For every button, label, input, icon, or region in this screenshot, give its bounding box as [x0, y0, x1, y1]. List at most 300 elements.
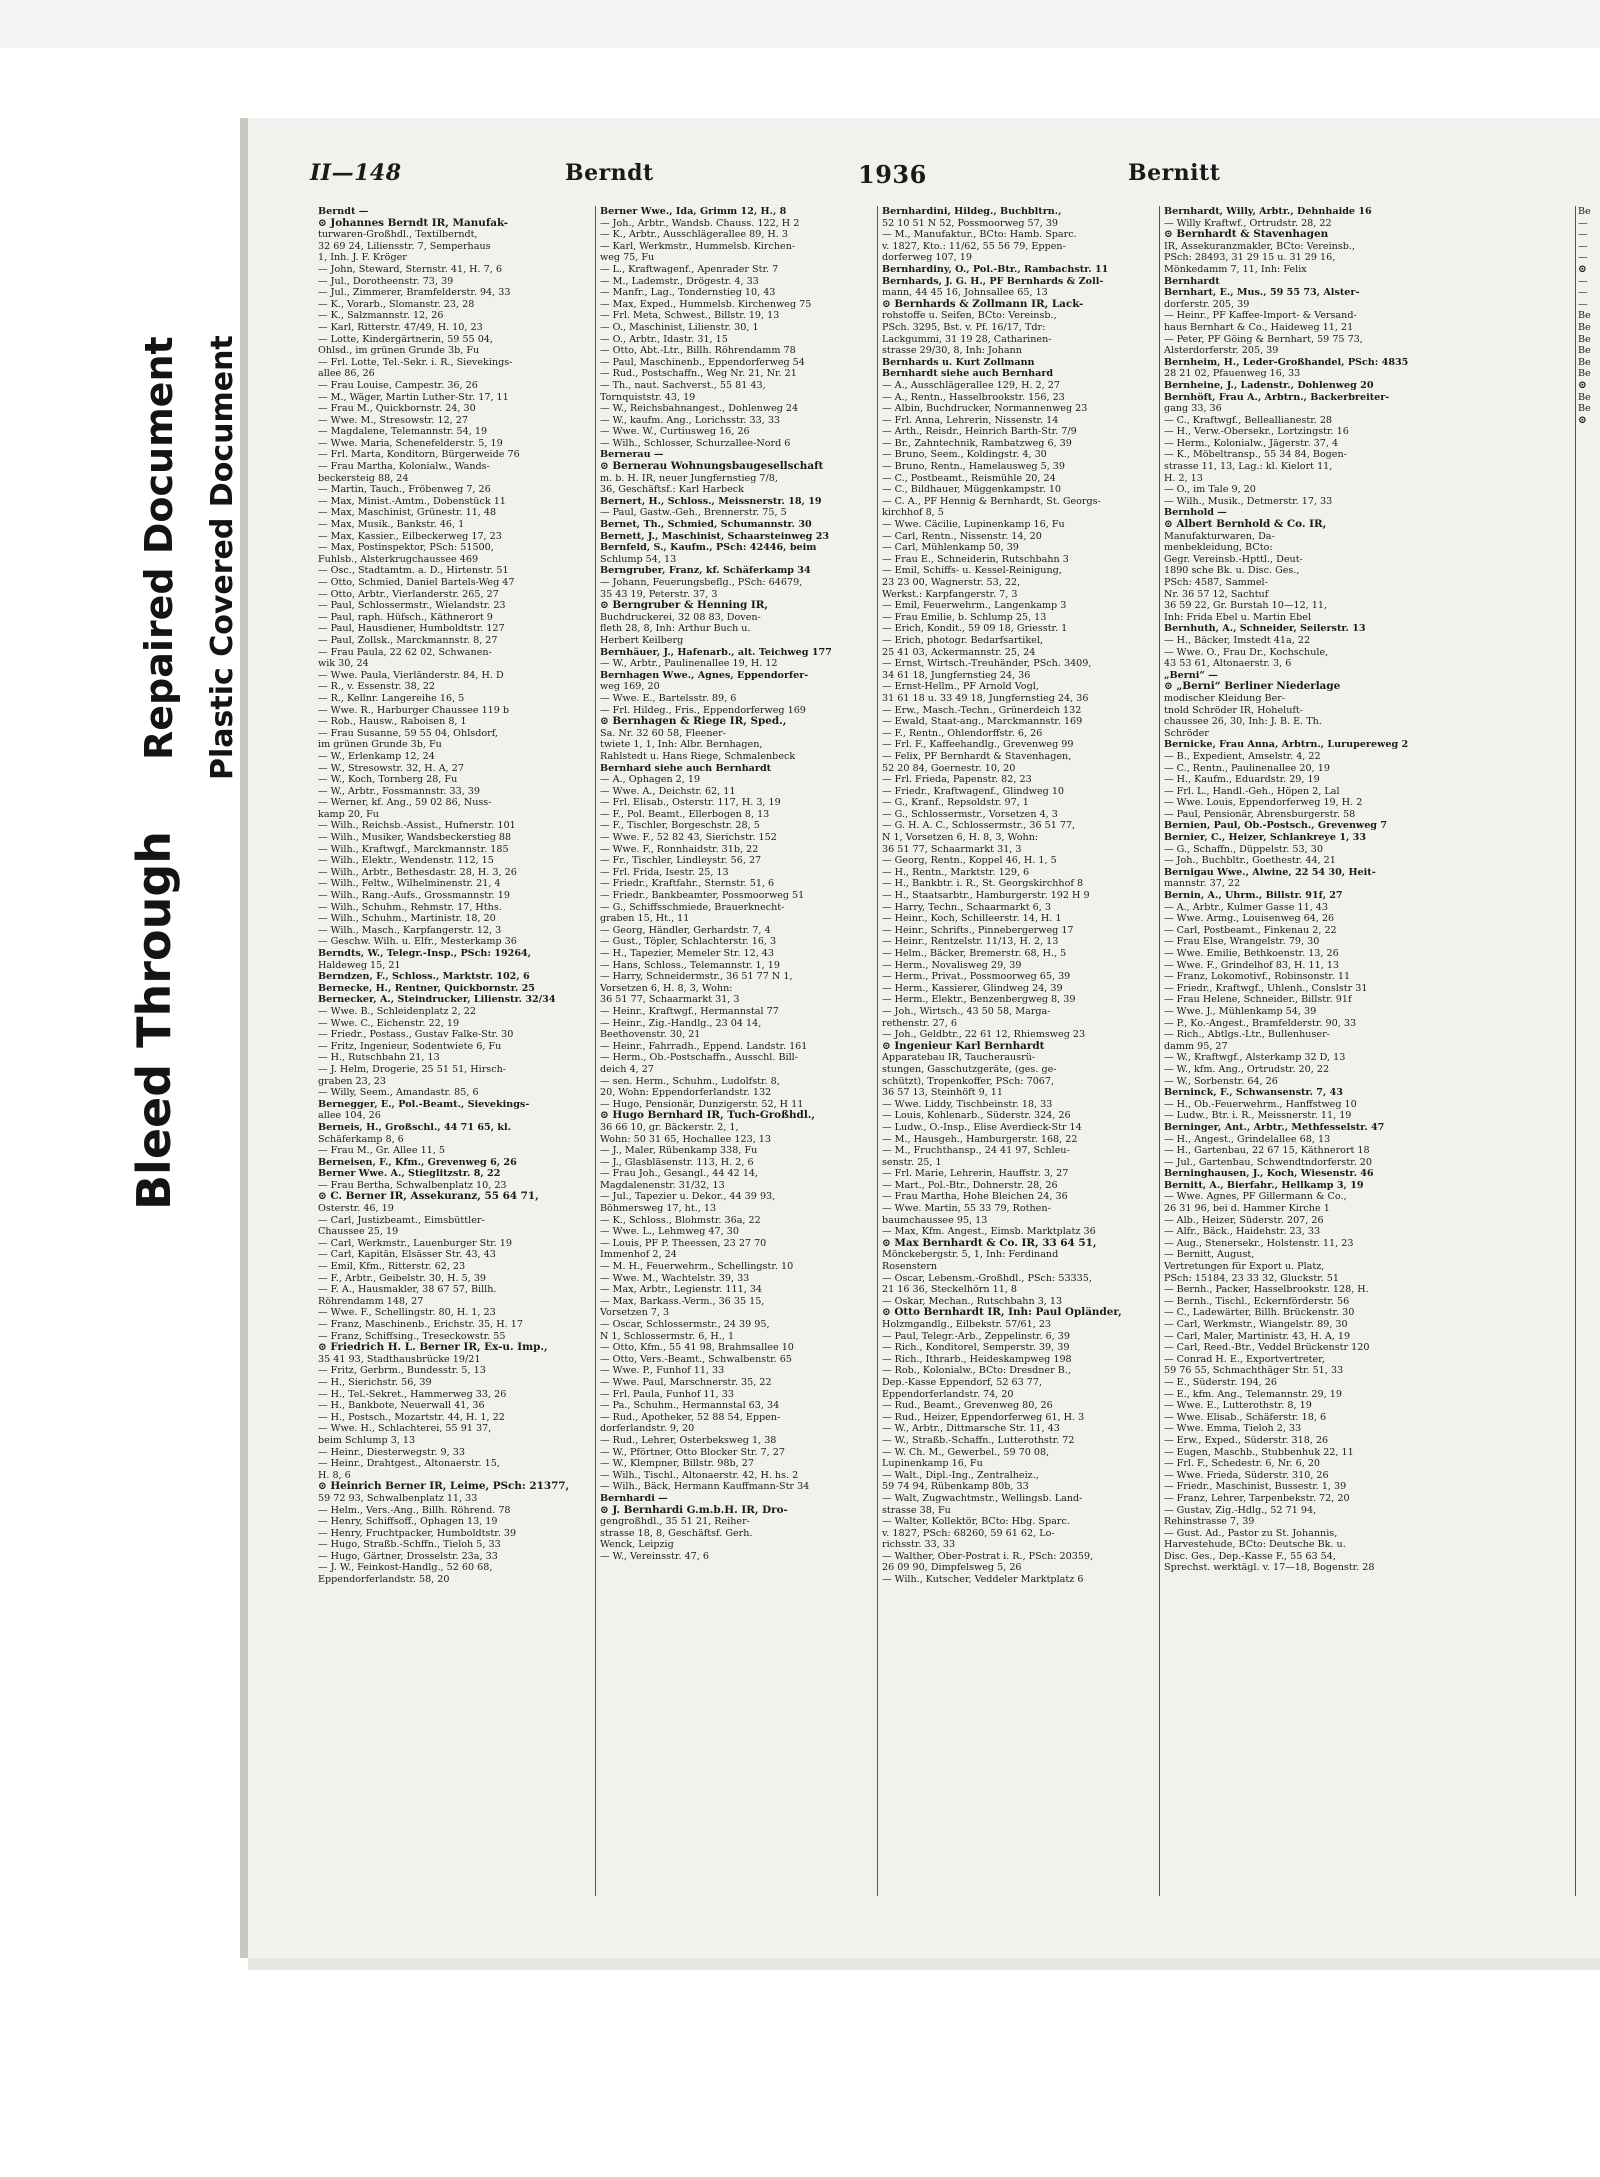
directory-entry: — Wwe. M., Wachtelstr. 39, 33 — [600, 1272, 750, 1284]
directory-entry: — Max, Barkass.-Verm., 36 35 15, — [600, 1295, 765, 1307]
directory-entry: — Walt, Zugwachtmstr., Wellingsb. Land- — [882, 1492, 1083, 1504]
directory-entry: Bernhuth, A., Schneider, Seilerstr. 13 — [1164, 623, 1366, 635]
directory-entry: weg 169, 20 — [600, 681, 660, 693]
directory-entry: Chaussee 25, 19 — [318, 1226, 399, 1238]
directory-entry: — H., Kaufm., Eduardstr. 29, 19 — [1164, 774, 1320, 786]
directory-entry: Vorsetzen 7, 3 — [600, 1307, 670, 1319]
directory-entry: — Rud., Lehrer, Osterbeksweg 1, 38 — [600, 1434, 777, 1446]
directory-entry: 20, Wohn: Eppendorferlandstr. 132 — [600, 1087, 772, 1099]
directory-entry: gang 33, 36 — [1164, 403, 1222, 415]
directory-entry: — Alfr., Bäck., Haidehstr. 23, 33 — [1164, 1226, 1321, 1238]
directory-entry: — F., Pol. Beamt., Ellerbogen 8, 13 — [600, 808, 770, 820]
directory-entry: — Br., Zahntechnik, Rambatzweg 6, 39 — [882, 437, 1072, 449]
directory-entry: ⊙ — [1578, 379, 1587, 391]
directory-entry: — Wilh., Bäck, Hermann Kauffmann-Str 34 — [600, 1481, 810, 1493]
directory-entry: — Joh., Geldbtr., 22 61 12, Rhiemsweg 23 — [882, 1029, 1086, 1041]
directory-entry: — Carl, Justizbeamt., Eimsbüttler- — [318, 1214, 485, 1226]
directory-entry: — L., Kraftwagenf., Apenrader Str. 7 — [600, 263, 779, 275]
directory-entry: dorferlandstr. 9, 20 — [600, 1423, 695, 1435]
directory-entry: — W., Arbtr., Fossmannstr. 33, 39 — [318, 785, 481, 797]
directory-entry: — Harry, Techn., Schaarmarkt 6, 3 — [882, 901, 1051, 913]
directory-entry: — Wwe. Armg., Louisenweg 64, 26 — [1164, 913, 1335, 925]
directory-entry: ⊙ Bernerau Wohnungsbaugesellschaft — [600, 461, 824, 473]
directory-entry: — H., Staatsarbtr., Hamburgerstr. 192 H 9 — [882, 890, 1090, 902]
directory-entry: — Hugo, Straßb.-Schffn., Tieloh 5, 33 — [318, 1539, 501, 1551]
directory-entry: Bernigau Wwe., Alwine, 22 54 30, Heit- — [1164, 866, 1376, 878]
directory-entry: — Wwe. Martin, 55 33 79, Rothen- — [882, 1203, 1051, 1215]
directory-entry: — A., Arbtr., Kulmer Gasse 11, 43 — [1164, 901, 1328, 913]
directory-entry: Vorsetzen 6, H. 8, 3, Wohn: — [600, 982, 733, 994]
directory-entry: Berninck, F., Schwansenstr. 7, 43 — [1164, 1087, 1343, 1099]
directory-entry: Bernhardt — [1164, 275, 1220, 287]
directory-entry: — — [1578, 252, 1588, 264]
directory-entry: 59 76 55, Schmachthäger Str. 51, 33 — [1164, 1365, 1344, 1377]
directory-entry: Bernhards u. Kurt Zollmann — [882, 356, 1035, 368]
directory-entry: Disc. Ges., Dep.-Kasse F., 55 63 54, — [1164, 1550, 1336, 1562]
directory-entry: — Wwe. H., Schlachterei, 55 91 37, — [318, 1423, 492, 1435]
directory-entry: — Wwe. Elisab., Schäferstr. 18, 6 — [1164, 1411, 1327, 1423]
directory-entry: — Emil, Kfm., Ritterstr. 62, 23 — [318, 1261, 466, 1273]
directory-entry: — Albin, Buchdrucker, Normannenweg 23 — [882, 403, 1088, 415]
directory-entry: — Friedr., Kraftwagenf., Glindweg 10 — [882, 785, 1065, 797]
directory-entry: strasse 11, 13, Lag.: kl. Kielort 11, — [1164, 461, 1333, 473]
directory-entry: Bernien, Paul, Ob.-Postsch., Grevenweg 7 — [1164, 820, 1388, 832]
directory-entry: — Frau Martha, Kolonialw., Wands- — [318, 461, 490, 473]
directory-entry: — Henry, Fruchtpacker, Humboldtstr. 39 — [318, 1527, 517, 1539]
directory-column-4 — [1164, 206, 1439, 1896]
directory-entry: N 1, Schlossermstr. 6, H., 1 — [600, 1330, 735, 1342]
directory-entry: Wenck, Leipzig — [600, 1539, 674, 1551]
directory-entry: — Carl, Maler, Martinistr. 43, H. A, 19 — [1164, 1330, 1351, 1342]
directory-entry: — Wilh., Masch., Karpfangerstr. 12, 3 — [318, 924, 502, 936]
directory-entry: — Heinr., Rentzelstr. 11/13, H. 2, 13 — [882, 936, 1059, 948]
directory-entry: — Gustav, Zig.-Hdlg., 52 71 94, — [1164, 1504, 1317, 1516]
directory-entry: — Herm., Ob.-Postschaffn., Ausschl. Bill- — [600, 1052, 798, 1064]
directory-entry: Sa. Nr. 32 60 58, Fleener- — [600, 727, 727, 739]
directory-entry: Be — [1578, 345, 1591, 357]
directory-entry: — Paul, Schlossermstr., Wielandstr. 23 — [318, 600, 506, 612]
directory-entry: — C., Rentn., Paulinenallee 20, 19 — [1164, 762, 1330, 774]
directory-entry: Ohlsd., im grünen Grunde 3b, Fu — [318, 345, 480, 357]
directory-entry: — Max, Arbtr., Legienstr. 111, 34 — [600, 1284, 763, 1296]
directory-entry: — Rich., Abtlgs.-Ltr., Bullenhuser- — [1164, 1029, 1330, 1041]
directory-entry: — M., Wäger, Martin Luther-Str. 17, 11 — [318, 391, 509, 403]
directory-entry: deich 4, 27 — [600, 1063, 654, 1075]
directory-entry: 36 51 77, Schaarmarkt 31, 3 — [600, 994, 740, 1006]
directory-entry: — K., Möbeltransp., 55 34 84, Bogen- — [1164, 449, 1347, 461]
directory-entry: 36 57 13, Steinhöft 9, 11 — [882, 1087, 1003, 1099]
directory-entry: — Frau E., Schneiderin, Rutschbahn 3 — [882, 553, 1069, 565]
directory-entry: — Heinr., Kraftwgf., Hermannstal 77 — [600, 1005, 779, 1017]
directory-entry: Dep.-Kasse Eppendorf, 52 63 77, — [882, 1376, 1042, 1388]
directory-entry: — Carl, Kapitän, Elsässer Str. 43, 43 — [318, 1249, 496, 1261]
directory-entry: — Paul, Hausdiener, Humboldtstr. 127 — [318, 623, 505, 635]
directory-entry: — Georg, Rentn., Koppel 46, H. 1, 5 — [882, 855, 1057, 867]
directory-entry: Eppendorferlandstr. 74, 20 — [882, 1388, 1014, 1400]
directory-entry: 32 69 24, Liliensstr. 7, Semperhaus — [318, 240, 491, 252]
directory-entry: fleth 28, 8, Inh: Arthur Buch u. — [600, 623, 751, 635]
directory-entry: — Wilh., Arbtr., Bethesdastr. 28, H. 3, 26 — [318, 866, 517, 878]
directory-entry: H. 8, 6 — [318, 1469, 351, 1481]
page-edge — [240, 118, 248, 1958]
directory-entry: — W., Stresowstr. 32, H. A, 27 — [318, 762, 464, 774]
directory-entry: ⊙ — [1578, 414, 1587, 426]
directory-entry: — B., Expedient, Amselstr. 4, 22 — [1164, 750, 1321, 762]
directory-entry: — Frau Paula, 22 62 02, Schwanen- — [318, 646, 492, 658]
directory-entry: — Wilh., Musiker, Wandsbeckerstieg 88 — [318, 832, 512, 844]
directory-entry: 36, Geschäftsf.: Karl Harbeck — [600, 484, 744, 496]
directory-entry: — Max, Kfm. Angest., Eimsb. Marktplatz 36 — [882, 1226, 1096, 1238]
directory-entry: — Wilh., Musik., Detmerstr. 17, 33 — [1164, 495, 1333, 507]
directory-entry: Berndzen, F., Schloss., Marktstr. 102, 6 — [318, 971, 530, 983]
directory-entry: — Friedr., Maschinist, Bussestr. 1, 39 — [1164, 1481, 1347, 1493]
directory-entry: — Frl. Frida, Isestr. 25, 13 — [600, 866, 729, 878]
directory-entry: — Oskar, Mechan., Rutschbahn 3, 13 — [882, 1295, 1063, 1307]
directory-entry: — P., Ko.-Angest., Bramfelderstr. 90, 33 — [1164, 1017, 1357, 1029]
directory-entry: 1, Inh. J. F. Kröger — [318, 252, 407, 264]
directory-entry: — E., Süderstr. 194, 26 — [1164, 1376, 1277, 1388]
directory-entry: Alsterdorferstr. 205, 39 — [1164, 345, 1279, 357]
directory-entry: Berner Wwe. A., Stieglitzstr. 8, 22 — [318, 1168, 501, 1180]
directory-column-5-cropped — [1578, 206, 1600, 1896]
directory-entry: — Wilh., Schuhm., Rehmstr. 17, Hths. — [318, 901, 502, 913]
directory-entry: Osterstr. 46, 19 — [318, 1203, 394, 1215]
directory-entry: — Wilh., Kutscher, Veddeler Marktplatz 6 — [882, 1574, 1084, 1586]
directory-entry: — Frau Joh., Gesangl., 44 42 14, — [600, 1168, 759, 1180]
directory-entry: — Manfr., Lag., Tondernstieg 10, 43 — [600, 287, 776, 299]
directory-entry: — Peter, PF Göing & Bernhart, 59 75 73, — [1164, 333, 1363, 345]
directory-entry: — Friedr., Kraftfahr., Sternstr. 51, 6 — [600, 878, 775, 890]
directory-entry: baumchaussee 95, 13 — [882, 1214, 988, 1226]
directory-entry: Harvestehude, BCto: Deutsche Bk. u. — [1164, 1539, 1346, 1551]
directory-entry: — Gust. Ad., Pastor zu St. Johannis, — [1164, 1527, 1338, 1539]
directory-entry: — Wilh., Elektr., Wendenstr. 112, 15 — [318, 855, 494, 867]
directory-entry: — Alb., Heizer, Süderstr. 207, 26 — [1164, 1214, 1324, 1226]
directory-entry: — H., Bankbtr. i. R., St. Georgskirchhof 8 — [882, 878, 1084, 890]
directory-entry: — Heinr., Fahrradh., Eppend. Landstr. 161 — [600, 1040, 808, 1052]
directory-entry: — C. A., PF Hennig & Bernhardt, St. Georgs- — [882, 495, 1101, 507]
directory-entry: rohstoffe u. Seifen, BCto: Vereinsb., — [882, 310, 1057, 322]
directory-entry: — Paul, Maschinenb., Eppendorferweg 54 — [600, 356, 805, 368]
directory-entry: damm 95, 27 — [1164, 1040, 1228, 1052]
directory-entry: 1890 sche Bk. u. Disc. Ges., — [1164, 565, 1300, 577]
directory-entry: — E., kfm. Ang., Telemannstr. 29, 19 — [1164, 1388, 1342, 1400]
directory-entry: — Wwe. Emilie, Bethkoenstr. 13, 26 — [1164, 948, 1339, 959]
directory-entry: Bernert, H., Schloss., Meissnerstr. 18, 19 — [600, 495, 822, 507]
directory-entry: 52 20 84, Goernestr. 10, 20 — [882, 762, 1016, 774]
watermark-bleed-through: Bleed Through — [127, 830, 181, 1210]
directory-entry: — F., Arbtr., Geibelstr. 30, H. 5, 39 — [318, 1272, 487, 1284]
directory-entry: dorferstr. 205, 39 — [1164, 298, 1250, 310]
directory-entry: — Mart., Pol.-Btr., Dohnerstr. 28, 26 — [882, 1179, 1058, 1191]
directory-entry: v. 1827, PSch: 68260, 59 61 62, Lo- — [882, 1527, 1055, 1539]
directory-entry: — W., Arbtr., Dittmarsche Str. 11, 43 — [882, 1423, 1060, 1435]
directory-entry: — Gust., Töpler, Schlachterstr. 16, 3 — [600, 936, 777, 948]
directory-entry: — — [1578, 229, 1588, 241]
directory-entry: — C., Postbeamt., Reismühle 20, 24 — [882, 472, 1056, 484]
directory-entry: — G., Schiffsschmiede, Brauerknecht- — [600, 901, 785, 913]
header-right-word: Bernitt — [1128, 160, 1221, 186]
directory-entry: — Fritz, Gerbrm., Bundesstr. 5, 13 — [318, 1365, 486, 1377]
directory-entry: — H., Verw.-Obersekr., Lortzingstr. 16 — [1164, 426, 1349, 438]
directory-entry: strasse 29/30, 8, Inh: Johann — [882, 345, 1022, 357]
directory-entry: — O., Maschinist, Lilienstr. 30, 1 — [600, 321, 759, 333]
directory-entry: — Wwe. Liddy, Tischbeinstr. 18, 33 — [882, 1098, 1053, 1110]
directory-entry: — Wwe. F., Ronnhaidstr. 31b, 22 — [600, 843, 759, 855]
page-bottom-shadow — [248, 1958, 1600, 1970]
directory-entry: strasse 38, Fu — [882, 1504, 951, 1516]
directory-entry: Berninghausen, J., Koch, Wiesenstr. 46 — [1164, 1168, 1374, 1180]
directory-entry: — Wilh., Kraftwgf., Marckmannstr. 185 — [318, 843, 509, 855]
directory-entry: — Wilh., Tischl., Altonaerstr. 42, H. hs. 2 — [600, 1469, 799, 1481]
directory-entry: — Jul., Zimmerer, Bramfelderstr. 94, 33 — [318, 287, 511, 299]
directory-entry: — Oscar, Schlossermstr., 24 39 95, — [600, 1319, 770, 1330]
directory-entry: — C., Kraftwgf., Belleallianestr. 28 — [1164, 414, 1333, 426]
directory-entry: — C., Bildhauer, Müggenkampstr. 10 — [882, 484, 1062, 496]
header-year: 1936 — [858, 160, 927, 189]
directory-entry: Nr. 36 57 12, Sachtuf — [1164, 588, 1269, 600]
directory-entry: Bernfeld, S., Kaufm., PSch: 42446, beim — [600, 542, 817, 554]
directory-entry: ⊙ Bernhards & Zollmann IR, Lack- — [882, 298, 1084, 310]
directory-entry: Be — [1578, 356, 1591, 368]
directory-entry: N 1, Vorsetzen 6, H. 8, 3, Wohn: — [882, 832, 1039, 844]
directory-entry: — Frl. F., Schedestr. 6, Nr. 6, 20 — [1164, 1458, 1321, 1470]
directory-entry: — Wwe. Emma, Tieloh 2, 33 — [1164, 1423, 1302, 1435]
directory-entry: — Wilh., Feltw., Wilhelminenstr. 21, 4 — [318, 878, 501, 890]
directory-entry: — Carl, Rentn., Nissenstr. 14, 20 — [882, 530, 1042, 542]
directory-entry: — Wwe. Cäcilie, Lupinenkamp 16, Fu — [882, 519, 1065, 531]
directory-entry: Magdalenenstr. 31/32, 13 — [600, 1179, 725, 1191]
directory-entry: — Wwe. Paul, Marschnerstr. 35, 22 — [600, 1376, 772, 1388]
directory-entry: — Georg, Händler, Gerhardstr. 7, 4 — [600, 924, 771, 936]
directory-entry: — K., Salzmannstr. 12, 26 — [318, 310, 444, 322]
directory-entry: — Wwe. E., Bartelsstr. 89, 6 — [600, 692, 737, 704]
directory-entry: Berndt — — [318, 206, 369, 217]
directory-entry: — Ludw., Btr. i. R., Meissnerstr. 11, 19 — [1164, 1110, 1352, 1122]
directory-entry: 25 41 03, Ackermannstr. 25, 24 — [882, 646, 1036, 658]
directory-entry: — R., Kellnr. Langereihe 16, 5 — [318, 692, 465, 704]
directory-entry: — Rich., Ithrarb., Heideskampweg 198 — [882, 1353, 1072, 1365]
directory-entry: Herbert Keilberg — [600, 634, 684, 646]
directory-entry: Haldeweg 15, 21 — [318, 959, 401, 971]
directory-entry: — W., Vereinsstr. 47, 6 — [600, 1550, 709, 1562]
directory-entry: — W., Klempner, Billstr. 98b, 27 — [600, 1458, 754, 1470]
directory-entry: — Frl. Frieda, Papenstr. 82, 23 — [882, 774, 1032, 786]
directory-entry: graben 23, 23 — [318, 1075, 387, 1087]
directory-entry: PSch: 28493, 31 29 15 u. 31 29 16, — [1164, 252, 1336, 264]
directory-entry: — Rob., Hausw., Raboisen 8, 1 — [318, 716, 467, 728]
directory-entry: — F., Rentn., Ohlendorffstr. 6, 26 — [882, 727, 1043, 739]
directory-entry: — H., Ob.-Feuerwehrm., Hanffstweg 10 — [1164, 1098, 1357, 1110]
header-left-word: Berndt — [565, 160, 654, 186]
directory-entry: — W., Koch, Tornberg 28, Fu — [318, 774, 458, 786]
directory-entry: — A., Ophagen 2, 19 — [600, 774, 701, 786]
directory-entry: dorferweg 107, 19 — [882, 252, 973, 264]
directory-entry: Be — [1578, 391, 1591, 403]
directory-entry: Bernecke, H., Rentner, Quickbornstr. 25 — [318, 982, 535, 994]
directory-entry: m. b. H. IR, neuer Jungfernstieg 7/8, — [600, 472, 778, 484]
directory-entry: — Carl, Werkmstr., Lauenburger Str. 19 — [318, 1237, 512, 1249]
directory-entry: Gegr. Vereinsb.-Hpttl., Deut- — [1164, 553, 1303, 565]
directory-entry: — Frl. Hildeg., Fris., Eppendorferweg 169 — [600, 704, 806, 716]
directory-entry: — Frl. Marie, Lehrerin, Hauffstr. 3, 27 — [882, 1168, 1069, 1180]
directory-entry: — Otto, Vers.-Beamt., Schwalbenstr. 65 — [600, 1353, 792, 1365]
directory-entry: Berndts, W., Telegr.-Insp., PSch: 19264, — [318, 948, 532, 959]
directory-entry: — Wwe. Agnes, PF Gillermann & Co., — [1164, 1191, 1347, 1203]
directory-entry: — Wwe. M., Stresowstr. 12, 27 — [318, 414, 468, 426]
directory-entry: — Bernh., Tischl., Eckernförderstr. 56 — [1164, 1295, 1350, 1307]
directory-entry: — Heinr., Koch, Schilleerstr. 14, H. 1 — [882, 913, 1062, 925]
directory-entry: Bernecker, A., Steindrucker, Lilienstr. 32/34 — [318, 994, 556, 1006]
column-rule — [1159, 206, 1160, 1896]
directory-entry: — Otto, Abt.-Ltr., Billh. Röhrendamm 78 — [600, 345, 796, 357]
directory-entry: PSch: 4587, Sammel- — [1164, 577, 1268, 588]
directory-entry: — Karl, Werkmstr., Hummelsb. Kirchen- — [600, 240, 796, 252]
directory-entry: — Ewald, Staat-ang., Marckmannstr. 169 — [882, 716, 1083, 728]
directory-entry: ⊙ Albert Bernhold & Co. IR, — [1164, 519, 1327, 531]
directory-entry: Bernhardt, Willy, Arbtr., Dehnhaide 16 — [1164, 206, 1372, 217]
directory-entry: — Friedr., Postass., Gustav Falke-Str. 30 — [318, 1029, 514, 1041]
directory-entry: — A., Rentn., Hasselbrookstr. 156, 23 — [882, 391, 1065, 403]
directory-entry: — Frau Martha, Hohe Bleichen 24, 36 — [882, 1191, 1068, 1203]
directory-entry: — Erich, Kondit., 59 09 18, Griesstr. 1 — [882, 623, 1068, 635]
column-rule — [877, 206, 878, 1896]
directory-entry: wik 30, 24 — [318, 658, 369, 670]
directory-entry: — Willy Kraftwf., Ortrudstr. 28, 22 — [1164, 217, 1332, 229]
directory-entry: — M., Hausgeh., Hamburgerstr. 168, 22 — [882, 1133, 1078, 1145]
directory-entry: — Conrad H. E., Exportvertreter, — [1164, 1353, 1325, 1365]
directory-entry: — Frl. Elisab., Osterstr. 117, H. 3, 19 — [600, 797, 781, 809]
directory-entry: 43 53 61, Altonaerstr. 3, 6 — [1164, 658, 1292, 670]
directory-entry: Bernhäuer, J., Hafenarb., alt. Teichweg 177 — [600, 646, 832, 658]
directory-entry: twiete 1, 1, Inh: Albr. Bernhagen, — [600, 739, 763, 751]
directory-entry: Holzmgandlg., Eilbekstr. 57/61, 23 — [882, 1319, 1052, 1330]
directory-entry: kirchhof 8, 5 — [882, 507, 944, 519]
directory-entry: — H., Gartenbau, 22 67 15, Käthnerort 18 — [1164, 1145, 1370, 1157]
directory-entry: Sprechst. werktägl. v. 17—18, Bogenstr. 28 — [1164, 1562, 1375, 1574]
directory-entry: PSch. 3295, Bst. v. Pf. 16/17, Tdr: — [882, 321, 1046, 333]
directory-entry: rethenstr. 27, 6 — [882, 1017, 957, 1029]
directory-entry: — Rich., Konditorel, Semperstr. 39, 39 — [882, 1342, 1070, 1354]
directory-entry: — Paul, Zollsk., Marckmannstr. 8, 27 — [318, 634, 498, 646]
directory-entry: — Werner, kf. Ang., 59 02 86, Nuss- — [318, 797, 492, 809]
directory-entry: Schäferkamp 8, 6 — [318, 1133, 404, 1145]
directory-entry: — H., Bäcker, Imstedt 41a, 22 — [1164, 634, 1311, 646]
directory-entry: — Louis, Kohlenarb., Süderstr. 324, 26 — [882, 1110, 1071, 1122]
directory-entry: — Carl, Reed.-Btr., Veddel Brückenstr 120 — [1164, 1342, 1370, 1354]
directory-entry: menbekleidung, BCto: — [1164, 542, 1273, 554]
directory-entry: — Wwe. P., Funhof 11, 33 — [600, 1365, 725, 1377]
directory-entry: Röhrendamm 148, 27 — [318, 1295, 424, 1307]
directory-entry: — Geschw. Wilh. u. Elfr., Mesterkamp 36 — [318, 936, 517, 948]
directory-entry: — Lotte, Kindergärtnerin, 59 55 04, — [318, 333, 493, 345]
directory-entry: 23 23 00, Wagnerstr. 53, 22, — [882, 577, 1021, 588]
directory-entry: Bernhardt siehe auch Bernhard — [882, 368, 1054, 380]
directory-entry: — Martin, Tauch., Fröbenweg 7, 26 — [318, 484, 491, 496]
directory-entry: — Osc., Stadtamtm. a. D., Hirtenstr. 51 — [318, 565, 509, 577]
directory-entry: — Wwe. O., Frau Dr., Kochschule, — [1164, 646, 1329, 658]
directory-entry: IR, Assekuranzmakler, BCto: Vereinsb., — [1164, 240, 1355, 252]
directory-entry: — W., Pförtner, Otto Blocker Str. 7, 27 — [600, 1446, 785, 1458]
directory-entry: — Wilh., Rang.-Aufs., Grossmannstr. 19 — [318, 890, 510, 902]
directory-entry: Buchdruckerei, 32 08 83, Doven- — [600, 611, 761, 623]
directory-entry: — Aug., Stenersekr., Holstenstr. 11, 23 — [1164, 1237, 1354, 1249]
directory-entry: — Frau Helene, Schneider., Billstr. 91f — [1164, 994, 1352, 1006]
directory-entry: — Henry, Schiffsoff., Ophagen 13, 19 — [318, 1516, 498, 1528]
directory-entry: — Karl, Ritterstr. 47/49, H. 10, 23 — [318, 321, 483, 333]
directory-entry: tnold Schröder IR, Hoheluft- — [1164, 704, 1304, 716]
directory-entry: — sen. Herm., Schuhm., Ludolfstr. 8, — [600, 1075, 780, 1087]
directory-entry: — J. Helm, Drogerie, 25 51 51, Hirsch- — [318, 1063, 507, 1075]
directory-entry: chaussee 26, 30, Inh: J. B. E. Th. — [1164, 716, 1322, 728]
directory-entry: turwaren-Großhdl., Textilberndt, — [318, 229, 478, 241]
directory-entry: — W., Sorbenstr. 64, 26 — [1164, 1075, 1278, 1087]
directory-entry: — Frl. F., Kaffeehandlg., Grevenweg 99 — [882, 739, 1074, 751]
directory-entry: 59 74 94, Rübenkamp 80b, 33 — [882, 1481, 1029, 1493]
directory-entry: — Hans, Schloss., Telemannstr. 1, 19 — [600, 959, 780, 971]
directory-entry: — R., v. Essenstr. 38, 22 — [318, 681, 436, 693]
directory-entry: — Rob., Kolonialw., BCto: Dresdner B., — [882, 1365, 1071, 1377]
directory-entry: — Frl. Meta, Schwest., Billstr. 19, 13 — [600, 310, 780, 322]
directory-entry: — Jul., Gartenbau, Schwendtndorferstr. 20 — [1164, 1156, 1373, 1168]
directory-entry: — Helm., Vers.-Ang., Billh. Röhrend. 78 — [318, 1504, 511, 1516]
directory-entry: — H., Sierichstr. 56, 39 — [318, 1376, 432, 1388]
directory-entry: — W., kaufm. Ang., Lorichsstr. 33, 33 — [600, 414, 781, 426]
directory-entry: Bernhöft, Frau A., Arbtrn., Backerbreiter- — [1164, 391, 1390, 403]
directory-entry: — — [1578, 217, 1588, 229]
directory-entry: Bernier, C., Heizer, Schlankreye 1, 33 — [1164, 832, 1367, 844]
directory-entry: — Emil, Schiffs- u. Kessel-Reinigung, — [882, 565, 1062, 577]
directory-entry: H. 2, 13 — [1164, 472, 1203, 484]
directory-entry: — Joh., Arbtr., Wandsb. Chauss. 122, H 2 — [600, 217, 800, 229]
directory-entry: — — [1578, 275, 1588, 287]
directory-entry: 36 59 22, Gr. Burstah 10—12, 11, — [1164, 600, 1328, 612]
directory-entry: 26 09 90, Dimpfelsweg 5, 26 — [882, 1562, 1022, 1574]
directory-entry: — Helm., Bäcker, Bremerstr. 68, H., 5 — [882, 948, 1067, 959]
directory-entry: — Franz, Lehrer, Tarpenbekstr. 72, 20 — [1164, 1492, 1350, 1504]
directory-entry: — Max, Maschinist, Grünestr. 11, 48 — [318, 507, 497, 519]
directory-entry: — Carl, Mühlenkamp 50, 39 — [882, 542, 1019, 554]
directory-entry: — Frl. L., Handl.-Geh., Höpen 2, Lal — [1164, 785, 1340, 797]
directory-entry: — Harry, Schneidermstr., 36 51 77 N 1, — [600, 971, 793, 983]
directory-entry: Bernhart, E., Mus., 59 55 73, Alster- — [1164, 287, 1360, 299]
directory-entry: — J., Glasbläsenstr. 113, H. 2, 6 — [600, 1156, 754, 1168]
directory-entry: Berngruber, Franz, kf. Schäferkamp 34 — [600, 565, 811, 577]
directory-column-3 — [882, 206, 1157, 1896]
directory-entry: — G. H. A. C., Schlossermstr., 36 51 77, — [882, 820, 1076, 832]
directory-entry: — Heinr., Schrifts., Pinnebergerweg 17 — [882, 924, 1074, 936]
directory-entry: — Fr., Tischler, Lindleystr. 56, 27 — [600, 855, 762, 867]
directory-entry: — Rud., Heizer, Eppendorferweg 61, H. 3 — [882, 1411, 1085, 1423]
directory-column-1 — [318, 206, 593, 1896]
directory-entry: — Frau Susanne, 59 55 04, Ohlsdorf, — [318, 727, 498, 739]
directory-entry: — Frl. Anna, Lehrerin, Nissenstr. 14 — [882, 414, 1059, 426]
column-rule — [595, 206, 596, 1896]
directory-entry: — M., Fruchthansp., 24 41 97, Schleu- — [882, 1145, 1070, 1157]
directory-entry: — Wwe. F., Schellingstr. 80, H. 1, 23 — [318, 1307, 496, 1319]
directory-entry: — H., Bankbote, Neuerwall 41, 36 — [318, 1400, 485, 1412]
directory-entry: — Willy, Seem., Amandastr. 85, 6 — [318, 1087, 479, 1099]
directory-entry: Be — [1578, 403, 1591, 415]
directory-entry: — H., Rutschbahn 21, 13 — [318, 1052, 440, 1064]
directory-entry: Mönkedamm 7, 11, Inh: Felix — [1164, 263, 1307, 275]
directory-entry: ⊙ Bernhardt & Stavenhagen — [1164, 229, 1329, 241]
directory-entry: — F., Tischler, Borgeschstr. 28, 5 — [600, 820, 760, 832]
directory-entry: Be — [1578, 333, 1591, 345]
directory-entry: — Wwe. W., Curtiusweg 16, 26 — [600, 426, 750, 438]
directory-entry: — H., Postsch., Mozartstr. 44, H. 1, 22 — [318, 1411, 505, 1423]
directory-entry: — G., Schlossermstr., Vorsetzen 4, 3 — [882, 808, 1058, 820]
